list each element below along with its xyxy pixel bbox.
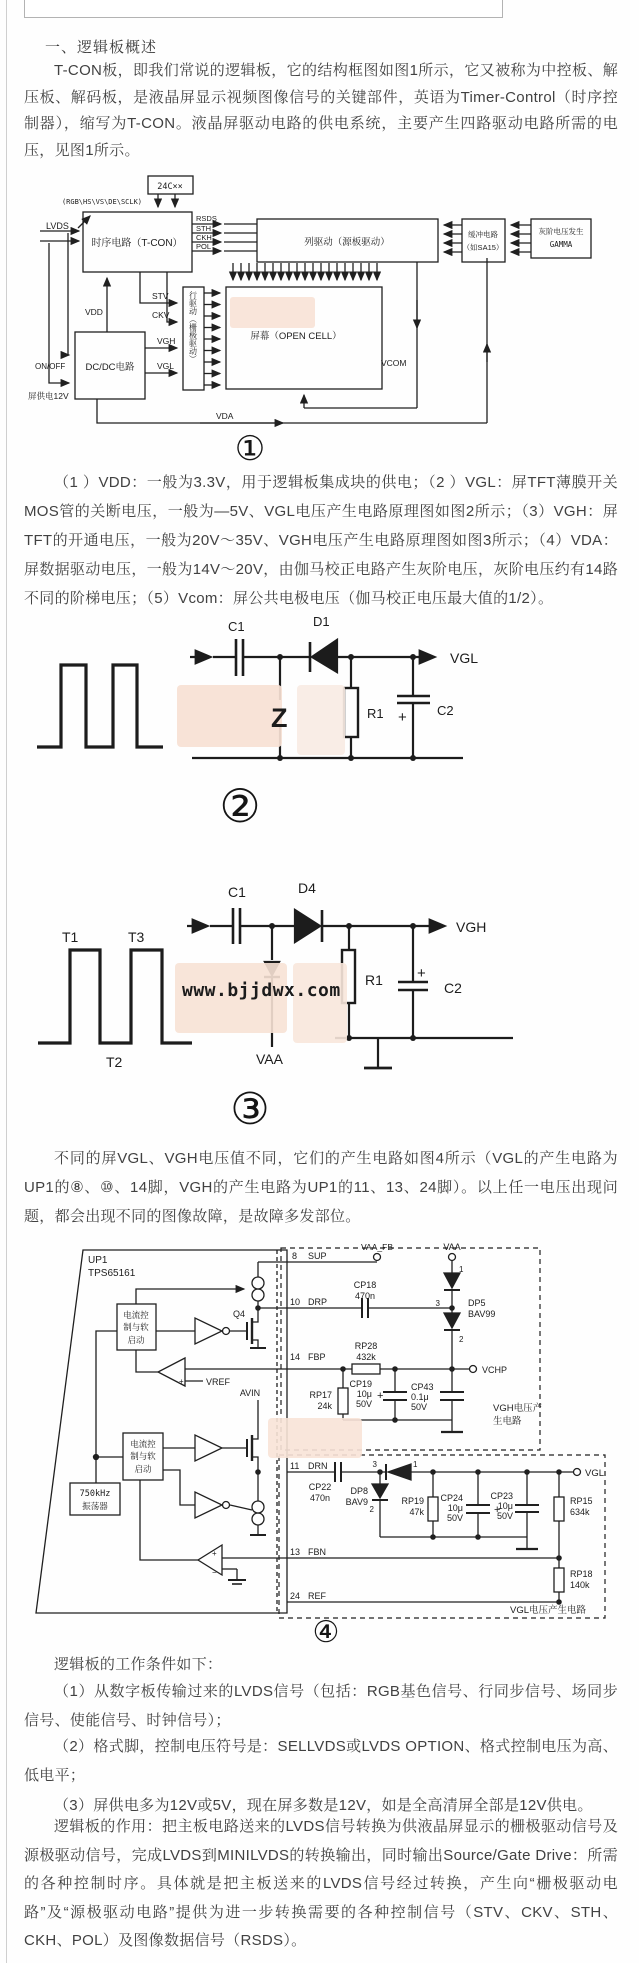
d4-label: D4 <box>298 880 316 896</box>
t1-label: T1 <box>62 929 79 945</box>
dp8-pin3: 3 <box>372 1460 377 1469</box>
osc-line1: 750kHz <box>79 1489 111 1499</box>
vgh-area-label-2: 生电路 <box>493 1416 522 1427</box>
zener-z-label: Z <box>271 703 288 733</box>
rp18-val: 140k <box>570 1580 590 1590</box>
cp22-ref: CP22 <box>308 1482 332 1492</box>
ckv-label: CKV <box>152 310 170 320</box>
pin13: 13 <box>290 1547 301 1557</box>
pin8: 8 <box>292 1251 298 1261</box>
dp8-ref: DP8 <box>350 1486 368 1496</box>
c2-label: C2 <box>444 980 462 996</box>
pin10: 10 <box>290 1297 301 1307</box>
diode-d1 <box>312 640 337 672</box>
vchp-label: VCHP <box>482 1365 508 1375</box>
dp5-pin1: 1 <box>459 1265 464 1274</box>
work-condition-item-1: （1）从数字板传输过来的LVDS信号（包括：RGB基色信号、行同步信号、场同步信号、使能信号、时钟信号）； <box>24 1683 618 1729</box>
resistor-r1 <box>344 688 358 737</box>
voltage-description-paragraph: （1 ）VDD：一般为3.3V，用于逻辑板集成块的供电；（2 ）VGL：屏TFT薄膜开关MOS管的关断电压，一般为—5V、VGL电压产生电路原理图如图2所示；（3）VGH：屏TFT的开通电压，一般为20V～35V、VGH电压产生电路原理图如图3所示；（4）VDA：屏数据驱动电压，一般为14V～20V，由伽马校正电路产生灰阶电压，灰阶电压约有14路不同的阶梯电压；（5）Vcom：屏公共电极电压（伽马校正电压最大值的1/2）。 <box>24 474 618 607</box>
figure3-vgh-circuit <box>0 870 639 1085</box>
buffer-label-1: 缓冲电路 <box>468 230 498 239</box>
section-heading: 一、逻辑板概述 <box>45 39 158 56</box>
diode-d4 <box>295 910 320 942</box>
intro-paragraph: T-CON板，即我们常说的逻辑板，它的结构框图如图1所示，它又被称为中控板、解压板、解码板，是液晶屏显示视频图像信号的关键部件，英语为Timer-Control（时序控制器），缩写为T-CON。液晶屏驱动电路的供电系统，主要产生四路驱动电路所需的电压，见图1所示。 <box>24 62 618 159</box>
site-watermark: www.bjjdwx.com <box>182 980 341 1001</box>
vda-label: VDA <box>216 411 234 421</box>
pin11: 11 <box>290 1461 300 1471</box>
cp18-ref: CP18 <box>353 1280 377 1290</box>
eeprom-label: 24C×× <box>157 182 183 192</box>
cp43-val: 0.1μ <box>411 1392 429 1402</box>
dp5-pin3: 3 <box>435 1299 440 1308</box>
dcdc-label: DC/DC电路 <box>85 362 135 373</box>
sth-label: STH <box>196 224 211 233</box>
lvds-label: LVDS <box>46 221 69 231</box>
ic-part: TPS65161 <box>88 1268 136 1279</box>
c2-plus: + <box>398 709 407 726</box>
removed-watermark-blur <box>268 1418 362 1458</box>
function-paragraph: 逻辑板的作用：把主板电路送来的LVDS信号转换为供液晶屏显示的栅极驱动信号及源极驱动信号，完成LVDS到MINILVDS的转换输出，同时输出Source/Gate Drive：所需的各种控制时序。具体就是把主板送来的LVDS信号经过转换，产生向“栅极驱动电路”及“源极驱动电路”提供为进一步转换需要的各种控制信号（STV、CKV、STH、CKH、POL）及图像数据信号（RSDS）。 <box>24 1818 618 1949</box>
cp23-ref: CP23 <box>490 1491 513 1501</box>
rp19-ref: RP19 <box>401 1496 424 1506</box>
cp22-val: 470n <box>309 1493 331 1503</box>
cp19-val: 10μ <box>356 1389 372 1399</box>
input-square-wave <box>38 950 192 1043</box>
dp5-pin2: 2 <box>459 1335 464 1344</box>
pin-ref: REF <box>308 1591 326 1601</box>
comp1-plus: + <box>179 1377 184 1386</box>
t2-label: T2 <box>106 1054 123 1070</box>
ic-ref: UP1 <box>88 1255 108 1266</box>
comp2-plus: + <box>212 1549 217 1558</box>
pin-drp: DRP <box>308 1297 328 1307</box>
panel-power-label: 屏供电12V <box>28 391 69 401</box>
pin-fbp: FBP <box>308 1352 326 1362</box>
pol-label: POL <box>196 242 212 251</box>
dp5-ref: DP5 <box>468 1298 486 1308</box>
rp15-ref: RP15 <box>570 1496 593 1506</box>
r1-label: R1 <box>367 706 384 721</box>
rowdriver-to-screen-arrows <box>204 293 220 385</box>
rsds-label: RSDS <box>196 214 217 223</box>
rp18-ref: RP18 <box>570 1569 593 1579</box>
figure4-intro-paragraph: 不同的屏VGL、VGH电压值不同，它们的产生电路如图4所示（VGL的产生电路为UP1的⑧、⑩、14脚，VGH的产生电路为UP1的11、13、24脚）。以上任一电压出现问题，都会出现不同的图像故障，是故障多发部位。 <box>24 1150 618 1225</box>
tcon-label: 时序电路（T-CON） <box>91 238 183 249</box>
cp23-val: 10μ <box>497 1501 513 1511</box>
cp24-ref: CP24 <box>440 1493 463 1503</box>
dp8-pin2: 2 <box>369 1505 374 1514</box>
dp8-part: BAV9 <box>345 1497 368 1507</box>
rp19-val: 47k <box>409 1507 424 1517</box>
c1-label: C1 <box>228 884 246 900</box>
rp28-ref: RP28 <box>354 1341 378 1351</box>
dp8-pin1: 1 <box>413 1460 418 1469</box>
removed-watermark-blur-right <box>297 685 345 755</box>
removed-watermark-blur-right <box>293 963 347 1043</box>
figure3-caption: ③ <box>230 1085 270 1134</box>
onoff-label: ON/OFF <box>35 362 66 371</box>
removed-watermark-blur <box>230 297 315 328</box>
cp23-v: 50V <box>496 1511 513 1521</box>
input-signals-label: (RGB\HS\VS\DE\SCLK) <box>61 198 143 206</box>
ckh-label: CKH <box>196 233 212 242</box>
cp24-plus: + <box>494 1504 501 1516</box>
vgh-output-label: VGH <box>456 919 487 935</box>
work-conditions-title: 逻辑板的工作条件如下： <box>54 1656 223 1673</box>
vaa-fb-label: VAA_FB <box>361 1242 393 1252</box>
t3-label: T3 <box>128 929 145 945</box>
cp24-v: 50V <box>446 1513 463 1523</box>
work-condition-item-3: （3）屏供电多为12V或5V，现在屏多数是12V，如是全高清屏全部是12V供电。 <box>54 1797 593 1814</box>
figure4-caption: ④ <box>312 1616 340 1649</box>
ctrl2-line1: 电流控 <box>130 1439 156 1449</box>
stv-label: STV <box>152 291 169 301</box>
pin-fbn: FBN <box>308 1547 326 1557</box>
cp43-v: 50V <box>411 1402 428 1412</box>
column-to-screen-arrows <box>233 263 377 280</box>
pin-drn: DRN <box>308 1461 328 1471</box>
input-square-wave <box>37 665 163 747</box>
figure2-caption: ② <box>219 780 261 832</box>
cp19-v: 50V <box>355 1399 372 1409</box>
screen-label: 屏幕（OPEN CELL） <box>250 331 342 342</box>
vref-label: VREF <box>206 1377 231 1387</box>
pin24: 24 <box>290 1591 301 1601</box>
row-driver-label: 行驱动（栅极驱动） <box>188 291 198 363</box>
osc-line2: 振荡器 <box>82 1501 108 1511</box>
gamma-label-2: GAMMA <box>549 240 573 249</box>
cp19-plus: + <box>377 1390 384 1402</box>
gamma-box <box>531 219 591 258</box>
c2-label: C2 <box>437 703 454 718</box>
d1-label: D1 <box>313 614 330 629</box>
dp5-part: BAV99 <box>468 1309 496 1319</box>
vaa-label: VAA <box>256 1051 283 1067</box>
vaa-label: VAA <box>443 1242 461 1252</box>
figure1-tcon-block-diagram <box>0 163 639 453</box>
figure2-vgl-circuit <box>0 600 639 775</box>
ctrl1-line1: 电流控 <box>123 1310 149 1320</box>
buffer-box <box>462 219 505 262</box>
vgl-area-label: VGL电压产生电路 <box>510 1605 587 1616</box>
vgl-label: VGL <box>157 361 175 371</box>
cp43-ref: CP43 <box>411 1382 434 1392</box>
vcom-label: VCOM <box>381 358 407 368</box>
work-condition-item-2: （2）格式脚，控制电压符号是：SELLVDS或LVDS OPTION、格式控制电压为高、低电平； <box>24 1738 618 1784</box>
vgl-output-label: VGL <box>585 1468 605 1479</box>
rp17-ref: RP17 <box>309 1390 332 1400</box>
cp24-val: 10μ <box>447 1503 463 1513</box>
removed-watermark-blur-left <box>177 685 282 747</box>
q4-label: Q4 <box>233 1309 246 1319</box>
clipped-blue-text-fragment <box>300 1957 358 1963</box>
c1-label: C1 <box>228 619 245 634</box>
avin-label: AVIN <box>239 1388 261 1398</box>
lvds-arrow <box>78 216 90 228</box>
r1-label: R1 <box>365 972 383 988</box>
figure4-tps65161-schematic <box>0 1235 639 1655</box>
rp15-val: 634k <box>570 1507 590 1517</box>
vgh-label: VGH <box>157 336 176 346</box>
top-remnant-frame <box>24 0 503 18</box>
rp17-val: 24k <box>317 1401 332 1411</box>
ctrl2-line2: 制与软 <box>130 1451 156 1461</box>
comp2-minus: − <box>212 1568 217 1577</box>
cp19-ref: CP19 <box>349 1379 372 1389</box>
vdd-label: VDD <box>85 307 103 317</box>
pin14: 14 <box>290 1352 301 1362</box>
figure1-caption: ① <box>234 430 266 468</box>
pin-sup: SUP <box>308 1251 327 1261</box>
buffer-label-2: （如SA15） <box>462 243 504 252</box>
ctrl1-line2: 制与软 <box>123 1322 149 1332</box>
ctrl2-line3: 启动 <box>134 1464 152 1474</box>
c2-plus: + <box>417 965 426 982</box>
column-driver-label: 列驱动（源板驱动） <box>304 237 390 248</box>
vgl-output-label: VGL <box>450 650 479 666</box>
rp28-val: 432k <box>356 1352 376 1362</box>
ctrl1-line3: 启动 <box>127 1335 145 1345</box>
cp18-val: 470n <box>354 1291 376 1301</box>
vgh-area-label-1: VGH电压产 <box>493 1403 543 1414</box>
gamma-label-1: 灰阶电压发生 <box>538 227 584 236</box>
